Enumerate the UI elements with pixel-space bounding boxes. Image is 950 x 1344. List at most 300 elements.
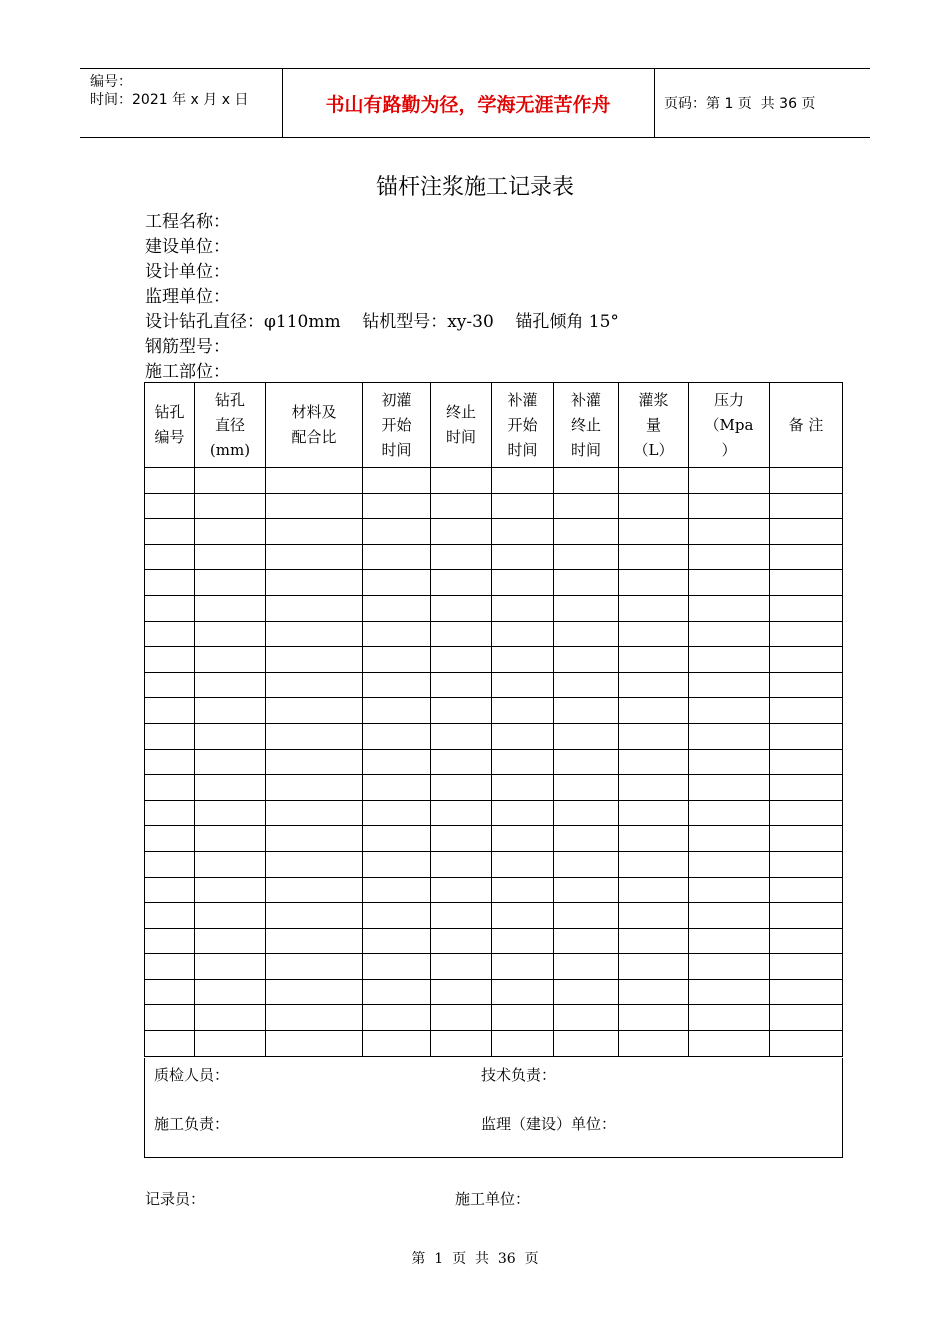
table-cell[interactable] — [770, 775, 843, 801]
table-row — [145, 698, 843, 724]
table-cell[interactable] — [266, 775, 363, 801]
column-header-line: （Mpa — [704, 415, 754, 434]
table-cell[interactable] — [431, 519, 492, 545]
table-cell[interactable] — [363, 544, 431, 570]
col-hole-number — [145, 383, 195, 468]
table-cell[interactable] — [266, 979, 363, 1005]
table-cell[interactable] — [689, 1005, 770, 1031]
table-cell[interactable] — [431, 621, 492, 647]
table-cell[interactable] — [266, 468, 363, 494]
table-cell[interactable] — [195, 544, 266, 570]
table-cell[interactable] — [619, 595, 689, 621]
table-cell[interactable] — [195, 621, 266, 647]
table-cell[interactable] — [554, 979, 619, 1005]
table-cell[interactable] — [266, 519, 363, 545]
column-header-line: 补灌 — [570, 390, 601, 409]
column-header-line: 配合比 — [291, 428, 337, 446]
table-cell[interactable] — [195, 749, 266, 775]
header-divider — [654, 69, 655, 137]
table-cell[interactable] — [619, 723, 689, 749]
table-cell[interactable] — [363, 775, 431, 801]
col-material-ratio — [266, 383, 363, 468]
table-cell[interactable] — [619, 954, 689, 980]
table-cell[interactable] — [554, 621, 619, 647]
table-cell[interactable] — [770, 621, 843, 647]
table-cell[interactable] — [492, 1005, 554, 1031]
table-cell[interactable] — [689, 672, 770, 698]
table-cell[interactable] — [363, 519, 431, 545]
table-cell[interactable] — [431, 851, 492, 877]
table-row — [145, 979, 843, 1005]
table-cell[interactable] — [770, 672, 843, 698]
table-cell[interactable] — [363, 979, 431, 1005]
table-cell[interactable] — [363, 723, 431, 749]
table-cell[interactable] — [689, 570, 770, 596]
table-cell[interactable] — [619, 519, 689, 545]
column-header-line: 钻孔 — [154, 403, 185, 421]
table-cell[interactable] — [195, 595, 266, 621]
table-cell[interactable] — [266, 672, 363, 698]
table-cell[interactable] — [770, 800, 843, 826]
table-cell[interactable] — [689, 826, 770, 852]
table-cell[interactable] — [492, 928, 554, 954]
table-cell[interactable] — [619, 493, 689, 519]
table-cell[interactable] — [195, 468, 266, 494]
table-cell[interactable] — [492, 723, 554, 749]
table-cell[interactable] — [770, 826, 843, 852]
table-cell[interactable] — [770, 877, 843, 903]
table-cell[interactable] — [266, 1005, 363, 1031]
header-page-number: 页码：第 1 页 共 36 页 — [664, 96, 816, 112]
table-cell[interactable] — [145, 672, 195, 698]
column-header-line: 时间 — [570, 440, 601, 459]
table-row — [145, 1031, 843, 1057]
table-cell[interactable] — [431, 775, 492, 801]
sig-supervision: 监理（建设）单位： — [481, 1115, 617, 1133]
table-cell[interactable] — [266, 493, 363, 519]
table-cell[interactable] — [689, 595, 770, 621]
table-cell[interactable] — [554, 903, 619, 929]
table-cell[interactable] — [619, 672, 689, 698]
table-row — [145, 647, 843, 673]
table-row — [145, 903, 843, 929]
table-cell[interactable] — [431, 672, 492, 698]
column-header-line: 终止 — [445, 403, 476, 421]
table-cell[interactable] — [554, 954, 619, 980]
table-cell[interactable] — [195, 493, 266, 519]
table-cell[interactable] — [770, 749, 843, 775]
table-cell[interactable] — [554, 851, 619, 877]
table-cell[interactable] — [195, 698, 266, 724]
table-cell[interactable] — [492, 826, 554, 852]
table-cell[interactable] — [195, 903, 266, 929]
header-motto: 书山有路勤为径，学海无涯苦作舟 — [325, 93, 611, 116]
table-row — [145, 570, 843, 596]
table-cell[interactable] — [619, 621, 689, 647]
table-cell[interactable] — [431, 1031, 492, 1057]
table-cell[interactable] — [431, 468, 492, 494]
table-cell[interactable] — [689, 775, 770, 801]
table-cell[interactable] — [689, 647, 770, 673]
table-cell[interactable] — [266, 570, 363, 596]
table-cell[interactable] — [363, 1031, 431, 1057]
table-cell[interactable] — [363, 647, 431, 673]
table-cell[interactable] — [195, 928, 266, 954]
table-cell[interactable] — [195, 672, 266, 698]
table-cell[interactable] — [492, 493, 554, 519]
table-cell[interactable] — [431, 928, 492, 954]
table-cell[interactable] — [266, 928, 363, 954]
table-cell[interactable] — [363, 903, 431, 929]
table-cell[interactable] — [770, 979, 843, 1005]
table-cell[interactable] — [554, 647, 619, 673]
table-cell[interactable] — [770, 595, 843, 621]
table-cell[interactable] — [619, 826, 689, 852]
table-cell[interactable] — [492, 647, 554, 673]
document-title: 锚杆注浆施工记录表 — [375, 175, 574, 200]
table-cell[interactable] — [689, 621, 770, 647]
column-header-line: 备 注 — [788, 415, 824, 434]
table-cell[interactable] — [431, 800, 492, 826]
grouting-record-table — [144, 382, 843, 1057]
table-cell[interactable] — [431, 570, 492, 596]
table-cell[interactable] — [266, 723, 363, 749]
table-cell[interactable] — [431, 647, 492, 673]
table-cell[interactable] — [431, 1005, 492, 1031]
table-cell[interactable] — [554, 493, 619, 519]
table-cell[interactable] — [492, 775, 554, 801]
column-header-line: 初灌 — [381, 390, 412, 409]
table-cell[interactable] — [266, 826, 363, 852]
table-cell[interactable] — [492, 877, 554, 903]
sig-qc: 质检人员： — [154, 1066, 230, 1084]
table-cell[interactable] — [266, 800, 363, 826]
table-cell[interactable] — [145, 493, 195, 519]
column-header-line: 时间 — [381, 440, 412, 459]
header-time: 时间：2021 年 x 月 x 日 — [90, 92, 249, 108]
table-cell[interactable] — [363, 570, 431, 596]
table-row — [145, 672, 843, 698]
table-cell[interactable] — [492, 954, 554, 980]
table-cell[interactable] — [492, 570, 554, 596]
table-cell[interactable] — [431, 979, 492, 1005]
table-cell[interactable] — [554, 775, 619, 801]
table-cell[interactable] — [266, 1031, 363, 1057]
table-row — [145, 749, 843, 775]
header-number: 编号： — [90, 74, 132, 90]
col-end-time — [431, 383, 492, 468]
info-rebar: 钢筋型号： — [145, 337, 230, 357]
table-cell[interactable] — [689, 877, 770, 903]
table-cell[interactable] — [145, 903, 195, 929]
table-cell[interactable] — [145, 954, 195, 980]
col-hole-diameter — [195, 383, 266, 468]
table-cell[interactable] — [195, 954, 266, 980]
table-cell[interactable] — [145, 544, 195, 570]
table-cell[interactable] — [619, 698, 689, 724]
column-header-line: 直径 — [214, 415, 245, 434]
table-cell[interactable] — [689, 1031, 770, 1057]
table-cell[interactable] — [770, 698, 843, 724]
table-cell[interactable] — [195, 723, 266, 749]
table-cell[interactable] — [431, 877, 492, 903]
table-cell[interactable] — [619, 903, 689, 929]
table-cell[interactable] — [363, 749, 431, 775]
table-cell[interactable] — [770, 519, 843, 545]
table-cell[interactable] — [492, 672, 554, 698]
table-cell[interactable] — [689, 749, 770, 775]
table-cell[interactable] — [266, 851, 363, 877]
table-row — [145, 928, 843, 954]
table-header-row — [145, 383, 843, 468]
table-cell[interactable] — [266, 749, 363, 775]
table-cell[interactable] — [145, 851, 195, 877]
table-cell[interactable] — [195, 1031, 266, 1057]
table-cell[interactable] — [492, 595, 554, 621]
table-cell[interactable] — [770, 851, 843, 877]
info-builder: 建设单位： — [145, 237, 230, 257]
table-cell[interactable] — [195, 519, 266, 545]
table-cell[interactable] — [689, 493, 770, 519]
column-header-line: 时间 — [507, 440, 538, 459]
table-cell[interactable] — [770, 723, 843, 749]
table-cell[interactable] — [431, 903, 492, 929]
table-cell[interactable] — [266, 698, 363, 724]
document-header — [80, 68, 870, 138]
column-header-line: 材料及 — [291, 403, 337, 421]
table-cell[interactable] — [554, 698, 619, 724]
table-cell[interactable] — [492, 903, 554, 929]
table-cell[interactable] — [363, 493, 431, 519]
table-cell[interactable] — [554, 1031, 619, 1057]
table-cell[interactable] — [145, 647, 195, 673]
table-cell[interactable] — [266, 595, 363, 621]
table-cell[interactable] — [554, 800, 619, 826]
table-cell[interactable] — [145, 979, 195, 1005]
table-cell[interactable] — [619, 468, 689, 494]
table-row — [145, 493, 843, 519]
table-row — [145, 723, 843, 749]
table-cell[interactable] — [363, 928, 431, 954]
column-header-line: 编号 — [154, 428, 185, 446]
table-cell[interactable] — [492, 749, 554, 775]
project-info — [145, 210, 619, 385]
table-cell[interactable] — [554, 749, 619, 775]
table-cell[interactable] — [554, 519, 619, 545]
table-cell[interactable] — [619, 979, 689, 1005]
table-cell[interactable] — [619, 851, 689, 877]
info-supervisor: 监理单位： — [145, 287, 230, 307]
table-cell[interactable] — [492, 1031, 554, 1057]
table-cell[interactable] — [492, 979, 554, 1005]
table-cell[interactable] — [363, 851, 431, 877]
table-cell[interactable] — [431, 954, 492, 980]
table-cell[interactable] — [145, 800, 195, 826]
table-cell[interactable] — [195, 775, 266, 801]
table-cell[interactable] — [619, 570, 689, 596]
table-cell[interactable] — [145, 826, 195, 852]
col-pressure — [689, 383, 770, 468]
table-cell[interactable] — [619, 928, 689, 954]
table-cell[interactable] — [689, 979, 770, 1005]
table-cell[interactable] — [266, 647, 363, 673]
table-cell[interactable] — [619, 775, 689, 801]
table-row — [145, 800, 843, 826]
table-cell[interactable] — [689, 468, 770, 494]
table-row — [145, 954, 843, 980]
table-cell[interactable] — [492, 544, 554, 570]
table-cell[interactable] — [554, 672, 619, 698]
table-cell[interactable] — [195, 826, 266, 852]
table-row — [145, 877, 843, 903]
table-cell[interactable] — [619, 1031, 689, 1057]
header-meta — [90, 73, 248, 109]
table-cell[interactable] — [363, 468, 431, 494]
table-cell[interactable] — [689, 928, 770, 954]
table-cell[interactable] — [363, 954, 431, 980]
table-cell[interactable] — [554, 877, 619, 903]
table-cell[interactable] — [266, 954, 363, 980]
table-cell[interactable] — [689, 723, 770, 749]
table-cell[interactable] — [689, 903, 770, 929]
table-cell[interactable] — [619, 647, 689, 673]
table-cell[interactable] — [431, 826, 492, 852]
table-cell[interactable] — [770, 570, 843, 596]
table-cell[interactable] — [363, 1005, 431, 1031]
table-row — [145, 775, 843, 801]
table-cell[interactable] — [266, 544, 363, 570]
table-cell[interactable] — [770, 544, 843, 570]
table-cell[interactable] — [554, 570, 619, 596]
table-cell[interactable] — [195, 647, 266, 673]
table-cell[interactable] — [195, 1005, 266, 1031]
table-cell[interactable] — [266, 877, 363, 903]
column-header-line: 钻孔 — [214, 390, 245, 409]
table-cell[interactable] — [554, 595, 619, 621]
table-cell[interactable] — [619, 877, 689, 903]
page-footer: 第 1 页 共 36 页 — [411, 1251, 539, 1267]
col-refill-end — [554, 383, 619, 468]
table-cell[interactable] — [145, 775, 195, 801]
table-cell[interactable] — [770, 1031, 843, 1057]
table-cell[interactable] — [554, 1005, 619, 1031]
table-cell[interactable] — [554, 928, 619, 954]
table-cell[interactable] — [363, 621, 431, 647]
table-cell[interactable] — [145, 877, 195, 903]
table-cell[interactable] — [770, 954, 843, 980]
column-header-line: 压力 — [713, 390, 744, 409]
table-cell[interactable] — [689, 851, 770, 877]
table-cell[interactable] — [195, 851, 266, 877]
table-cell[interactable] — [689, 519, 770, 545]
table-cell[interactable] — [431, 544, 492, 570]
table-cell[interactable] — [492, 519, 554, 545]
table-cell[interactable] — [145, 1005, 195, 1031]
table-cell[interactable] — [554, 468, 619, 494]
table-cell[interactable] — [492, 800, 554, 826]
table-cell[interactable] — [266, 903, 363, 929]
column-header-line: 量 — [645, 415, 661, 434]
table-cell[interactable] — [770, 928, 843, 954]
table-cell[interactable] — [492, 621, 554, 647]
table-cell[interactable] — [431, 493, 492, 519]
table-row — [145, 1005, 843, 1031]
table-cell[interactable] — [145, 723, 195, 749]
table-cell[interactable] — [689, 954, 770, 980]
table-cell[interactable] — [554, 544, 619, 570]
table-cell[interactable] — [619, 1005, 689, 1031]
table-cell[interactable] — [492, 468, 554, 494]
table-cell[interactable] — [689, 544, 770, 570]
table-cell[interactable] — [195, 979, 266, 1005]
table-cell[interactable] — [770, 1005, 843, 1031]
contractor-label: 施工单位： — [455, 1190, 531, 1208]
table-cell[interactable] — [492, 698, 554, 724]
table-cell[interactable] — [770, 468, 843, 494]
table-row — [145, 826, 843, 852]
table-cell[interactable] — [554, 826, 619, 852]
table-cell[interactable] — [363, 698, 431, 724]
recorder-label: 记录员： — [145, 1190, 206, 1208]
table-cell[interactable] — [145, 519, 195, 545]
col-refill-start — [492, 383, 554, 468]
table-cell[interactable] — [145, 468, 195, 494]
table-cell[interactable] — [619, 800, 689, 826]
table-cell[interactable] — [363, 672, 431, 698]
table-cell[interactable] — [363, 595, 431, 621]
table-cell[interactable] — [619, 544, 689, 570]
table-cell[interactable] — [431, 595, 492, 621]
table-cell[interactable] — [689, 800, 770, 826]
info-designer: 设计单位： — [145, 262, 230, 282]
info-project: 工程名称： — [145, 212, 230, 232]
table-cell[interactable] — [431, 698, 492, 724]
table-cell[interactable] — [363, 800, 431, 826]
table-cell[interactable] — [195, 570, 266, 596]
table-row — [145, 851, 843, 877]
table-row — [145, 621, 843, 647]
table-cell[interactable] — [145, 621, 195, 647]
table-cell[interactable] — [145, 1031, 195, 1057]
column-header-line: ） — [721, 440, 737, 459]
table-cell[interactable] — [195, 800, 266, 826]
table-cell[interactable] — [266, 621, 363, 647]
table-cell[interactable] — [770, 903, 843, 929]
table-cell[interactable] — [145, 595, 195, 621]
table-cell[interactable] — [770, 493, 843, 519]
table-cell[interactable] — [145, 570, 195, 596]
table-cell[interactable] — [363, 877, 431, 903]
col-grout-volume — [619, 383, 689, 468]
table-cell[interactable] — [431, 723, 492, 749]
table-cell[interactable] — [145, 749, 195, 775]
info-drill-spec: 设计钻孔直径：φ110mm 钻机型号：xy-30 锚孔倾角 15° — [145, 312, 619, 332]
table-cell[interactable] — [689, 698, 770, 724]
table-cell[interactable] — [145, 928, 195, 954]
table-row — [145, 468, 843, 494]
table-cell[interactable] — [554, 723, 619, 749]
col-remarks — [770, 383, 843, 468]
table-cell[interactable] — [363, 826, 431, 852]
column-header-line: 终止 — [570, 415, 601, 434]
table-cell[interactable] — [195, 877, 266, 903]
table-cell[interactable] — [145, 698, 195, 724]
table-cell[interactable] — [619, 749, 689, 775]
table-cell[interactable] — [492, 851, 554, 877]
table-cell[interactable] — [431, 749, 492, 775]
table-cell[interactable] — [770, 647, 843, 673]
column-header-line: (mm) — [209, 440, 251, 459]
